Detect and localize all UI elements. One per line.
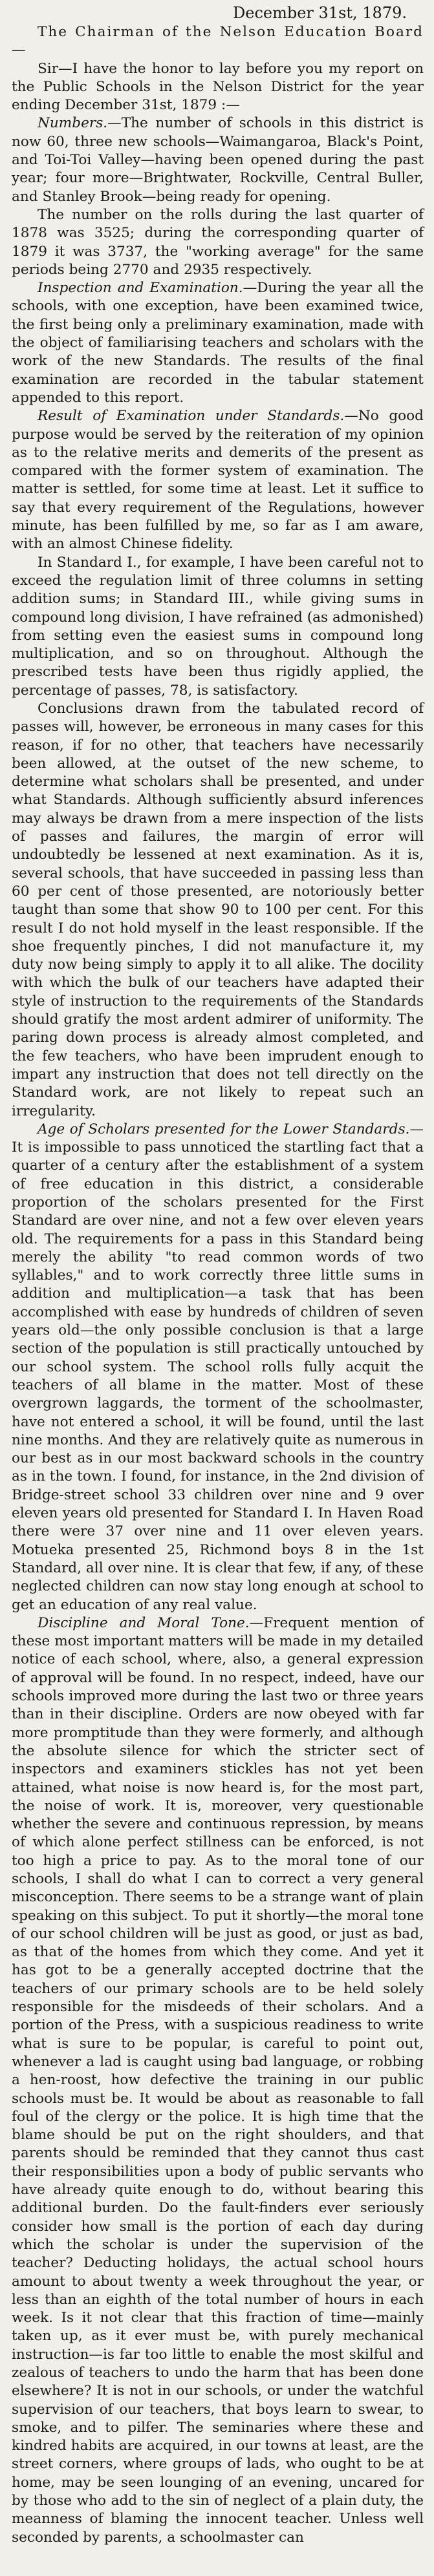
paragraph-text: —Frequent mention of these most important matters will be made in my detailed notice of each school, where, also, a general expression of approval will be found. In no respect, indeed, have our schools improved more during the last two or three years than in their discipline. Orders are now obeyed with far more promptitude than they were formerly, and although the absolute silence for which the stricter sect of inspectors and examiners stickles has not yet been attained, what noise is now heard is, for the most part, the noise of work. It is, moreover, very questionable whether the severe and continuous repression, by means of which alone perfect stillness can be enforced, is not too high a price to pay. As to the moral tone of our schools, I shall do what I can to correct a very general misconception. There seems to be a strange want of plain speaking on this subject. To put it shortly—the moral tone of our school children will be just as good, or just as bad, as that of the homes from which they come. And yet it has got to be a generally accepted doctrine that the teachers of our primary schools are to be held solely responsible for the misdeeds of their scholars. And a portion of the Press, with a suspicious readiness to write what is sure to be popular, is careful to point out, whenever a lad is caught using bad language, or robbing a hen-roost, how defective the training in our public schools must be. It would be about as reasonable to fall foul of the clergy or the police. It is high time that the blame should be put on the right shoulders, and that parents should be reminded that they cannot thus cast their responsibilities upon a body of public servants who have already quite enough to do, without bearing this additional burden. Do the fault-finders ever seriously consider how small is the portion of each day during which the scholar is under the supervision of the teacher? Deducting holidays, the actual school hours amount to about twenty a week throughout the year, or less than an eighth of the total number of hours in each week. Is it not clear that this fraction of time—mainly taken up, as it ever must be, with purely mechanical instruction—is far too little to enable the most skilful and zealous of teachers to undo the harm that has been done elsewhere? It is not in our schools, or under the watchful supervision of our teachers, that boys learn to swear, to smoke, and to pilfer. The seminaries where these and kindred habits are acquired, in our towns at least, are the street corners, where groups of lads, who ought to be at home, may be seen lounging of an evening, uncared for by those who add to the sin of neglect of a plain duty, the meanness of blaming the innocent teacher. Unless well seconded by parents, a schoolmaster can — [12, 1614, 424, 2546]
paragraph-inspection — [12, 279, 424, 407]
paragraph-text: —During the year all the schools, with one exception, have been examined twice, the first being only a preliminary examination, made with the object of familiarising teachers and scholars with the work of the new Standards. The results of the final examination are recorded in the tabular statement appended to this report. — [12, 280, 424, 406]
paragraph-text: —No good purpose would be served by the reiteration of my opinion as to the relative merits and demerits of the present as compared with the former system of examination. The matter is settled, for some time at least. Let it suffice to say that every requirement of the Regulations, however minute, has been fulfilled by me, so far as I am aware, with an almost Chinese fidelity. — [12, 408, 424, 553]
paragraph-text: The number on the rolls during the last quarter of 1878 was 3525; during the corresponding quarter of 1879 it was 3737, the "working average" for the same periods being 2770 and 2935 respectively. — [12, 206, 424, 278]
letter-salutation: Sir—I have the honor to lay before you my report on the Public Schools in the Nelson District for the year ending December 31st, 1879 :— — [12, 60, 424, 114]
paragraph-text: In Standard I., for example, I have been careful not to exceed the regulation limit of three columns in setting addition sums; in Standard III., while giving sums in compound long division, I have refrained (as admonished) from setting even the easiest sums in compound long multiplication, and so on throughout. Although the prescribed tests have been thus rigidly applied, the percentage of passes, 78, is satisfactory. — [12, 554, 424, 699]
paragraph-standard-one — [12, 554, 424, 700]
paragraph-results — [12, 407, 424, 553]
section-heading-inspection: Inspection and Examination. — [38, 280, 243, 297]
section-heading-results: Result of Examination under Standards. — [38, 408, 345, 425]
letter-date: December 31st, 1879. — [233, 4, 407, 22]
paragraph-text: —It is impossible to pass unnoticed the startling fact that a quarter of a century after the establishment of a system of free education in this district, a considerable proportion of the scholars presented for the First Standard are over nine, and not a few over eleven years old. The requirements for a pass in this Standard being merely the ability "to read common words of two syllables," and to work correctly three little sums in addition and multiplication—a task that has been accomplished with ease by hundreds of children of seven years old—the only possible conclusion is that a large section of the population is still practically untouched by our school system. The school rolls fully acquit the teachers of all blame in the matter. Most of these overgrown laggards, the torment of the schoolmaster, have not entered a school, it will be found, until the last nine months. And they are relatively quite as numerous in our best as in our most backward schools in the country as in the town. I found, for instance, in the 2nd division of Bridge-street school 33 children over nine and 9 over eleven years old presented for Standard I. In Haven Road there were 37 over nine and 11 over eleven years. Motueka presented 25, Richmond boys 8 in the 1st Standard, all over nine. It is clear that few, if any, of these neglected children can now stay long enough at school to get an education of any real value. — [12, 1121, 424, 1613]
paragraph-rolls — [12, 206, 424, 279]
section-heading-discipline: Discipline and Moral Tone. — [38, 1614, 250, 1631]
paragraph-conclusions — [12, 700, 424, 1121]
paragraph-text: —The number of schools in this district is now 60, three new schools—Waimangaroa, Black's Point, and Toi-Toi Valley—having been opened during the past year; four more—Brightwater, Rockville, Central Buller, and Stanley Brook—being ready for opening. — [12, 115, 424, 205]
paragraph-text: Conclusions drawn from the tabulated record of passes will, however, be erroneous in many cases for this reason, if for no other, that teachers have necessarily been allowed, at the outset of the new scheme, to determine what scholars shall be presented, and under what Standards. Although sufficiently absurd inferences may always be drawn from a mere inspection of the lists of passes and failures, the margin of error will undoubtedly be lessened at next examination. As it is, several schools, that have succeeded in passing less than 60 per cent of those presented, are notoriously better taught than some that show 90 to 100 per cent. For this result I do not hold myself in the least responsible. If the shoe frequently pinches, I did not manufacture it, my duty now being simply to apply it to all alike. The docility with which the bulk of our teachers have adapted their style of instruction to the requirements of the Standards should gratify the most ardent admirer of uniformity. The paring down process is already almost completed, and the few teachers, who have been imprudent enough to impart any instruction that does not tell directly on the Standard work, are not likely to repeat such an irregularity. — [12, 700, 424, 1119]
paragraph-age-of-scholars — [12, 1121, 424, 1614]
paragraph-numbers — [12, 114, 424, 206]
paragraph-discipline — [12, 1614, 424, 2547]
section-heading-numbers: Numbers. — [38, 115, 108, 132]
letter-addressee: The Chairman of the Nelson Education Board— — [12, 24, 424, 59]
section-heading-age: Age of Scholars presented for the Lower Standards. — [38, 1121, 410, 1137]
